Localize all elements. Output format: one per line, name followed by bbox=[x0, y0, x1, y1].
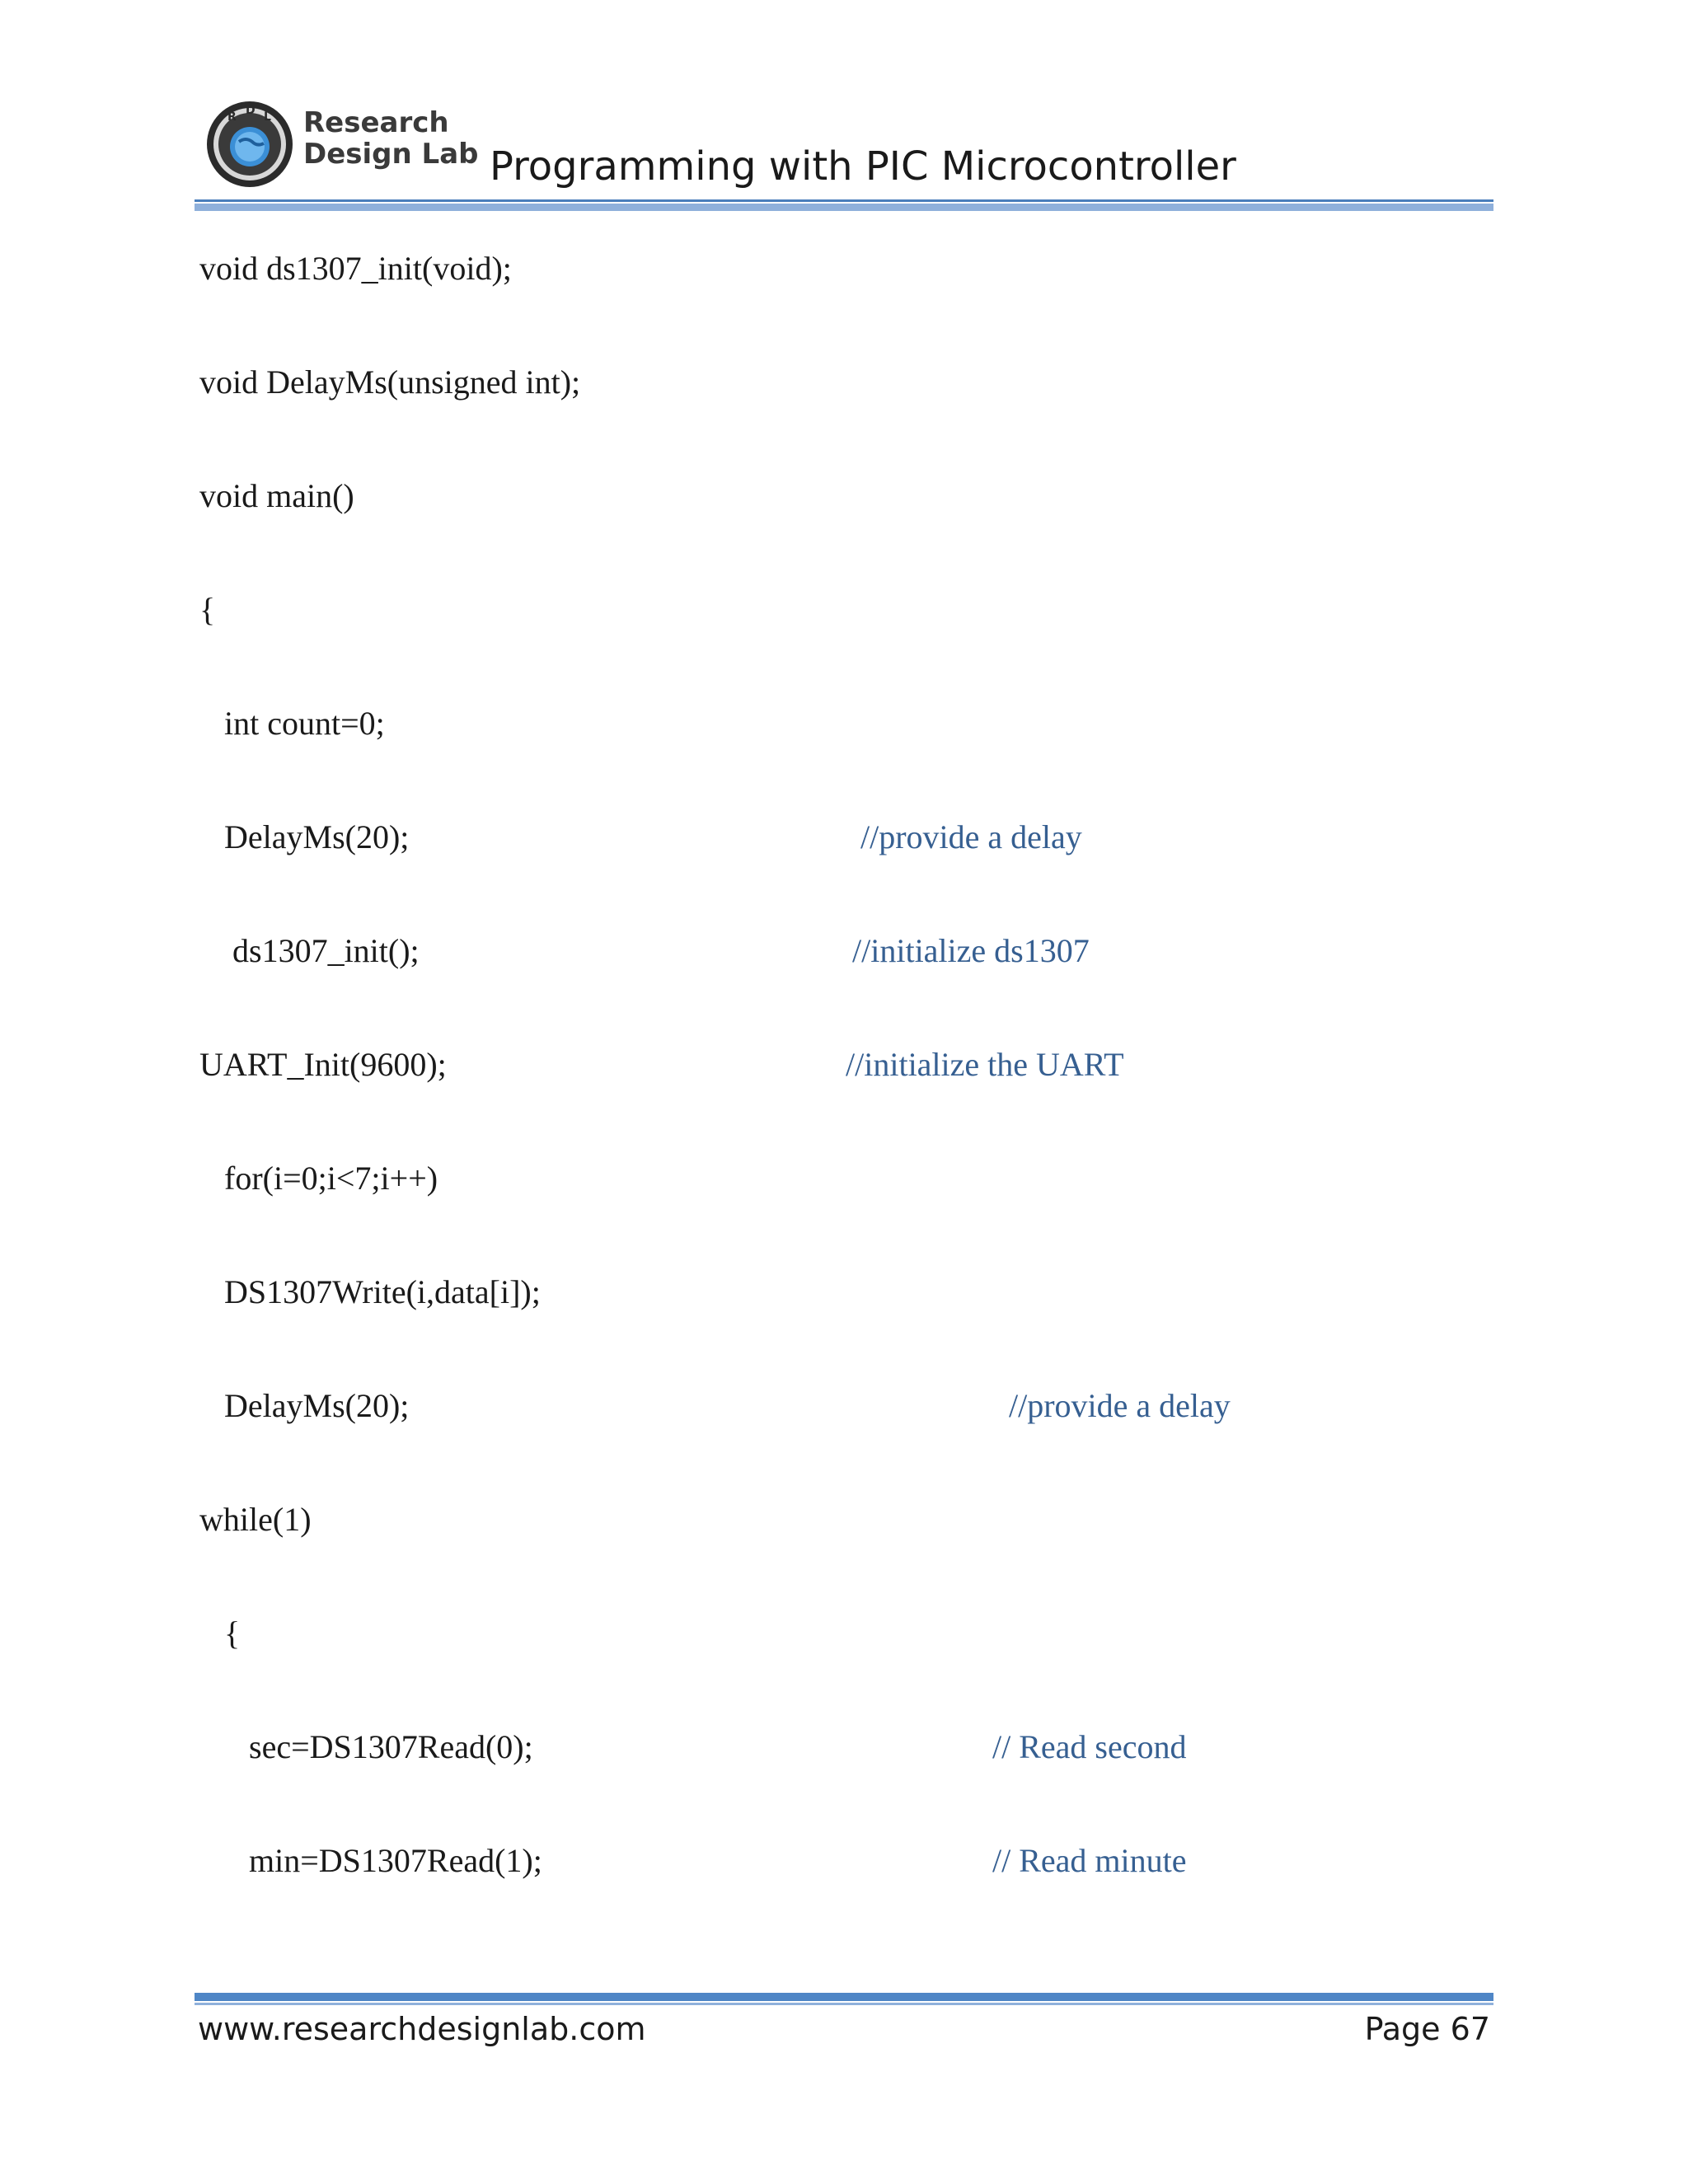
code-line: for(i=0;i<7;i++) bbox=[224, 1160, 438, 1197]
code-comment: //initialize ds1307 bbox=[852, 932, 1090, 969]
code-comment: //provide a delay bbox=[1009, 1387, 1231, 1424]
code-comment: //initialize the UART bbox=[846, 1046, 1124, 1083]
code-line: void main() bbox=[199, 477, 354, 514]
code-line: ds1307_init(); bbox=[232, 932, 420, 969]
logo-line-2: Design Lab bbox=[303, 138, 479, 171]
code-line: { bbox=[224, 1615, 241, 1652]
code-comment: // Read second bbox=[992, 1728, 1187, 1765]
logo-letter-d: D bbox=[246, 104, 256, 117]
header-title: Programming with PIC Microcontroller bbox=[490, 143, 1236, 190]
code-line: DS1307Write(i,data[i]); bbox=[224, 1273, 541, 1310]
code-comment: // Read minute bbox=[992, 1842, 1187, 1879]
code-line: min=DS1307Read(1); bbox=[249, 1842, 542, 1879]
logo-letter-l: L bbox=[264, 110, 271, 124]
logo-wordmark bbox=[303, 107, 479, 170]
code-line: { bbox=[199, 591, 216, 628]
code-line: UART_Init(9600); bbox=[199, 1046, 447, 1083]
code-comment: //provide a delay bbox=[860, 818, 1082, 855]
logo-letter-r: R bbox=[227, 110, 237, 124]
footer-rule bbox=[195, 1993, 1493, 2006]
header-rule bbox=[195, 199, 1493, 211]
footer-url: www.researchdesignlab.com bbox=[198, 2011, 646, 2047]
code-line: int count=0; bbox=[224, 705, 385, 742]
code-line: DelayMs(20); bbox=[224, 818, 410, 855]
code-line: while(1) bbox=[199, 1501, 312, 1538]
code-line: void ds1307_init(void); bbox=[199, 250, 512, 287]
rdl-logo bbox=[204, 99, 295, 190]
page-number: Page 67 bbox=[1364, 2011, 1490, 2047]
logo-line-1: Research bbox=[303, 106, 449, 139]
code-line: void DelayMs(unsigned int); bbox=[199, 363, 581, 401]
code-line: DelayMs(20); bbox=[224, 1387, 410, 1424]
code-line: sec=DS1307Read(0); bbox=[249, 1728, 533, 1765]
